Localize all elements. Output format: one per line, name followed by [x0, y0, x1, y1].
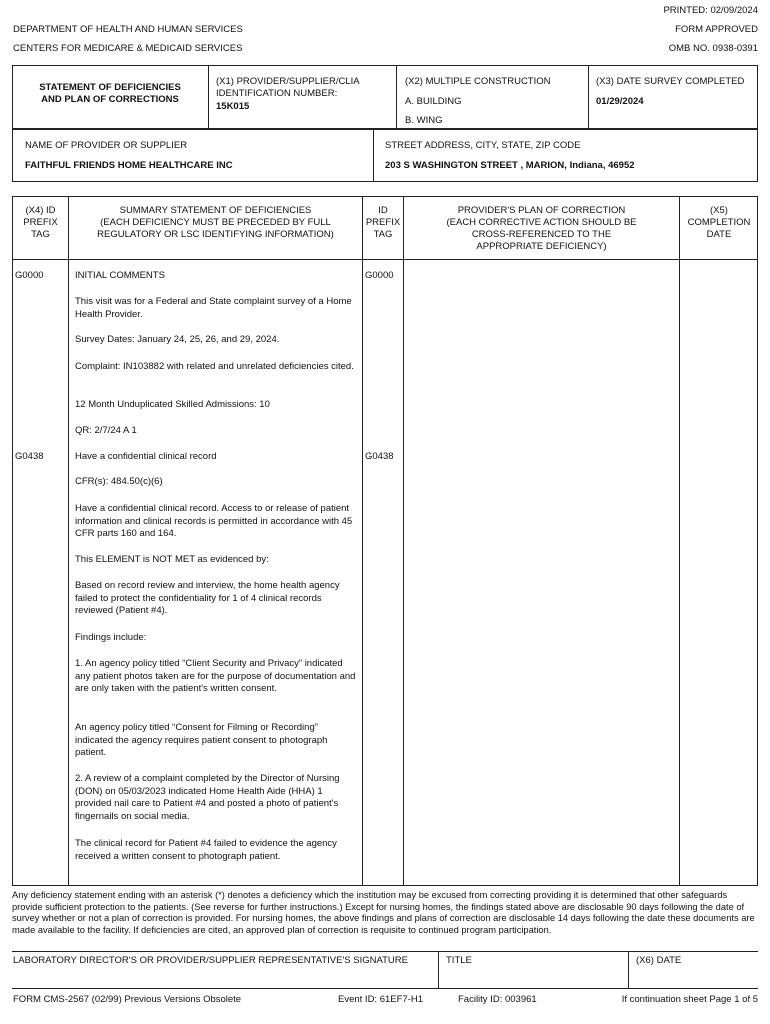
- centers-name: CENTERS FOR MEDICARE & MEDICAID SERVICES: [13, 43, 243, 54]
- disclaimer-text: Any deficiency statement ending with an asterisk (*) denotes a deficiency which the institution may be excused from correcting providing it is determined that other safeguards provide sufficient protection to the patients. (See reverse for further instructions.) Except for nursing homes, the findings stated above are disclosable 90 days following the date of survey whether or not a plan of correction is provided. For nursing homes, the above findings and plans of correction are disclosable 14 days following the date these documents are made available to the facility. If deficiencies are cited, an approved plan of correction is requisite to continued program participation.: [12, 890, 755, 935]
- statement-title: STATEMENT OF DEFICIENCIES: [39, 82, 181, 93]
- qr-line: QR: 2/7/24 A 1: [75, 425, 137, 436]
- x3-value: 01/29/2024: [596, 96, 644, 107]
- provider-name-value: FAITHFUL FRIENDS HOME HEALTHCARE INC: [25, 160, 233, 171]
- x1-label: (X1) PROVIDER/SUPPLIER/CLIA: [216, 76, 360, 87]
- finding-summary: Based on record review and interview, the home health agency failed to protect the confidentiality for 1 of 4 clinical records reviewed (Patient #4).: [75, 580, 340, 616]
- g0438-title: Have a confidential clinical record: [75, 451, 217, 462]
- printed-date: PRINTED: 02/09/2024: [663, 5, 758, 16]
- survey-description: This visit was for a Federal and State complaint survey of a Home Health Provider.: [75, 296, 352, 320]
- x5-column-header: (X5) COMPLETION DATE: [687, 205, 751, 240]
- facility-id: Facility ID: 003961: [458, 994, 537, 1005]
- plan-column-header: PROVIDER'S PLAN OF CORRECTION (EACH CORRECTIVE ACTION SHOULD BE CROSS-REFERENCED TO THE APPROPRIATE DEFICIENCY): [446, 205, 637, 252]
- street-address-label: STREET ADDRESS, CITY, STATE, ZIP CODE: [385, 140, 581, 151]
- tag-g0000-right: G0000: [365, 270, 394, 281]
- department-name: DEPARTMENT OF HEALTH AND HUMAN SERVICES: [13, 24, 243, 35]
- title-label: TITLE: [446, 955, 472, 966]
- statement-subtitle: AND PLAN OF CORRECTIONS: [41, 94, 179, 105]
- id-column-header: ID PREFIX TAG: [365, 205, 401, 240]
- x1-value: 15K015: [216, 101, 250, 112]
- x1-label-line2: IDENTIFICATION NUMBER:: [216, 88, 338, 99]
- summary-column-header: SUMMARY STATEMENT OF DEFICIENCIES (EACH DEFICIENCY MUST BE PRECEDED BY FULL REGULATORY OR LSC IDENTIFYING INFORMATION): [97, 205, 334, 240]
- element-not-met: This ELEMENT is NOT MET as evidenced by:: [75, 554, 269, 565]
- x2-label: (X2) MULTIPLE CONSTRUCTION: [405, 76, 551, 87]
- initial-comments-heading: INITIAL COMMENTS: [75, 270, 165, 281]
- finding-1: 1. An agency policy titled “Client Security and Privacy” indicated any patient photos taken are for the purpose of documentation and are only taken with the patient's written consent.: [75, 658, 356, 694]
- complaint-info: Complaint: IN103882 with related and unrelated deficiencies cited.: [75, 361, 354, 372]
- cfr-reference: CFR(s): 484.50(c)(6): [75, 476, 163, 487]
- provider-box: [12, 129, 758, 182]
- form-number: FORM CMS-2567 (02/99) Previous Versions Obsolete: [13, 994, 242, 1005]
- x3-label: (X3) DATE SURVEY COMPLETED: [596, 76, 745, 87]
- finding-2: 2. A review of a complaint completed by the Director of Nursing (DON) on 05/03/2023 indicated Home Health Aide (HHA) 1 provided nail care to Patient #4 and posted a photo of patient's fingernails on social media.: [75, 773, 340, 822]
- tag-g0000-left: G0000: [15, 270, 44, 281]
- street-address-value: 203 S WASHINGTON STREET , MARION, Indiana, 46952: [385, 160, 635, 171]
- omb-number: OMB NO. 0938-0391: [668, 43, 758, 54]
- findings-include: Findings include:: [75, 632, 147, 643]
- regulation-text: Have a confidential clinical record. Access to or release of patient information and clinical records is permitted in accordance with 45 CFR parts 160 and 164.: [75, 503, 353, 539]
- tag-g0438-right: G0438: [365, 451, 394, 462]
- finding-clinical-record: The clinical record for Patient #4 failed to evidence the agency received a written consent to photograph patient.: [75, 838, 337, 862]
- event-id: Event ID: 61EF7-H1: [338, 994, 424, 1005]
- page-indicator: If continuation sheet Page 1 of 5: [621, 994, 758, 1005]
- signature-label: LABORATORY DIRECTOR'S OR PROVIDER/SUPPLIER REPRESENTATIVE'S SIGNATURE: [13, 955, 408, 966]
- form-approved-label: FORM APPROVED: [675, 24, 758, 35]
- finding-consent-policy: An agency policy titled “Consent for Filming or Recording” indicated the agency requires patient consent to photograph patient.: [75, 722, 328, 758]
- x2-wing: B. WING: [405, 115, 443, 126]
- x2-building: A. BUILDING: [405, 96, 462, 107]
- admissions-count: 12 Month Unduplicated Skilled Admissions: 10: [75, 399, 270, 410]
- x4-column-header: (X4) ID PREFIX TAG: [23, 205, 58, 240]
- x6-date-label: (X6) DATE: [636, 955, 682, 966]
- tag-g0438-left: G0438: [15, 451, 44, 462]
- provider-name-label: NAME OF PROVIDER OR SUPPLIER: [25, 140, 188, 151]
- survey-dates: Survey Dates: January 24, 25, 26, and 29, 2024.: [75, 334, 280, 345]
